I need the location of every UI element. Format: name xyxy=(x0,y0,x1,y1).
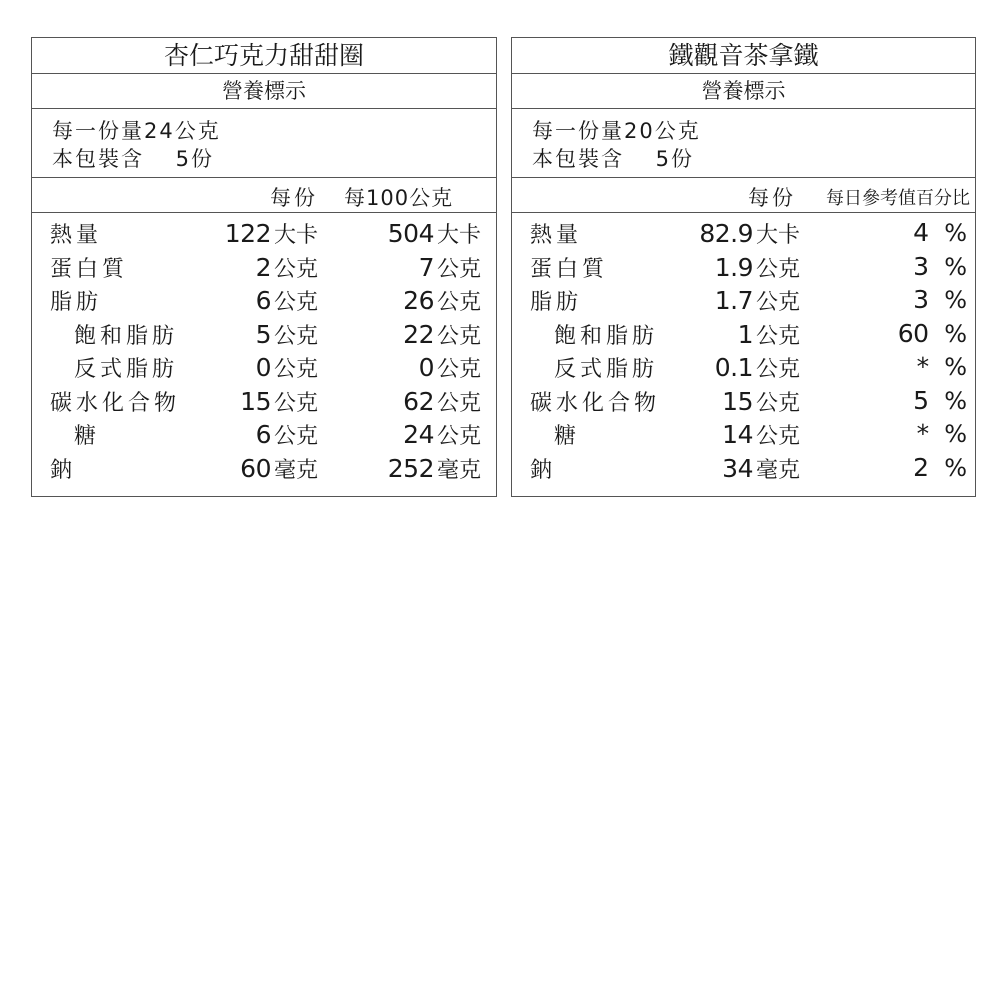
daily-value-number: 3 xyxy=(913,251,929,281)
per-serving-value xyxy=(256,419,318,450)
per-serving-unit: 公克 xyxy=(755,390,800,416)
per-serving-value xyxy=(240,453,318,484)
daily-value xyxy=(917,352,967,381)
percent-sign: % xyxy=(936,453,967,482)
per-100g-unit: 公克 xyxy=(436,390,481,416)
per-100g-value xyxy=(403,419,481,450)
nutrient-name: 碳水化合物 xyxy=(50,390,181,416)
per-serving-value xyxy=(715,285,800,316)
per-serving-value xyxy=(722,419,800,450)
daily-value-number: * xyxy=(916,419,929,448)
percent-sign: % xyxy=(936,386,967,415)
nutrient-row xyxy=(32,419,496,452)
nutrient-row xyxy=(32,218,496,251)
per-serving-value xyxy=(738,319,800,350)
per-100g-value xyxy=(419,252,481,283)
nutrient-row xyxy=(512,218,975,251)
nutrition-label-almond-donut xyxy=(31,37,497,497)
per-serving-number: 15 xyxy=(722,386,753,416)
daily-value xyxy=(913,252,967,281)
per-serving-value xyxy=(256,352,318,383)
daily-value xyxy=(917,419,967,448)
nutrient-name: 脂肪 xyxy=(50,290,103,315)
per-100g-unit: 公克 xyxy=(436,323,481,349)
nutrient-name: 碳水化合物 xyxy=(530,390,661,416)
nutrient-name: 熱量 xyxy=(530,223,583,248)
per-serving-unit: 公克 xyxy=(273,323,318,349)
per-serving-number: 0 xyxy=(255,353,271,382)
daily-value xyxy=(913,218,967,247)
serving-info xyxy=(512,109,975,178)
nutrient-name: 蛋白質 xyxy=(50,256,129,282)
per-100g-unit: 公克 xyxy=(436,357,481,382)
per-100g-unit: 公克 xyxy=(436,424,481,449)
per-100g-number: 24 xyxy=(403,420,434,449)
per-100g-number: 7 xyxy=(418,252,434,282)
per-serving-value xyxy=(715,252,800,283)
servings-per-package: 本包裝含 5份 xyxy=(532,147,695,171)
per-100g-number: 62 xyxy=(403,386,434,416)
per-100g-number: 504 xyxy=(387,219,434,248)
per-serving-value xyxy=(240,386,318,417)
nutrient-row xyxy=(32,319,496,352)
product-name: 杏仁巧克力甜甜圈 xyxy=(32,38,496,74)
daily-value-number: * xyxy=(916,352,929,381)
daily-value xyxy=(898,319,967,348)
nutrient-name: 反式脂肪 xyxy=(554,357,659,382)
per-100g-value xyxy=(388,453,481,484)
percent-sign: % xyxy=(936,319,967,348)
per-serving-number: 122 xyxy=(224,219,271,248)
per-serving-unit: 公克 xyxy=(273,357,318,382)
nutrient-row xyxy=(32,453,496,486)
per-serving-unit: 公克 xyxy=(273,256,318,282)
serving-size: 每一份量20公克 xyxy=(532,119,701,143)
per-serving-unit: 公克 xyxy=(273,290,318,315)
section-title: 營養標示 xyxy=(512,74,975,109)
nutrient-table xyxy=(32,213,496,497)
nutrient-row xyxy=(32,352,496,385)
per-serving-unit: 公克 xyxy=(755,323,800,349)
servings-per-package: 本包裝含 5份 xyxy=(52,147,215,171)
nutrient-row xyxy=(512,319,975,352)
nutrient-row xyxy=(512,352,975,385)
nutrient-name: 糖 xyxy=(74,424,101,449)
nutrient-name: 反式脂肪 xyxy=(74,357,179,382)
nutrient-name: 鈉 xyxy=(530,457,557,483)
per-serving-number: 60 xyxy=(240,453,271,483)
column-header xyxy=(512,178,975,213)
per-serving-unit: 公克 xyxy=(273,424,318,449)
percent-sign: % xyxy=(936,420,967,448)
per-serving-value xyxy=(715,352,800,383)
per-serving-value xyxy=(256,319,318,350)
daily-value-number: 4 xyxy=(913,218,929,247)
per-serving-value xyxy=(256,285,318,316)
nutrient-row xyxy=(512,453,975,486)
nutrient-name: 鈉 xyxy=(50,457,77,483)
daily-value xyxy=(913,386,967,415)
nutrient-row xyxy=(32,252,496,285)
per-serving-number: 2 xyxy=(255,252,271,282)
per-serving-number: 1 xyxy=(737,319,753,349)
daily-value xyxy=(913,285,967,314)
nutrient-name: 飽和脂肪 xyxy=(554,323,659,349)
nutrient-name: 脂肪 xyxy=(530,290,583,315)
per-100g-value xyxy=(388,218,481,249)
per-100g-unit: 毫克 xyxy=(436,457,481,483)
nutrient-name: 糖 xyxy=(554,424,581,449)
per-serving-unit: 公克 xyxy=(755,256,800,282)
nutrient-row xyxy=(32,386,496,419)
per-100g-value xyxy=(419,352,481,383)
percent-sign: % xyxy=(936,252,967,281)
per-serving-number: 1.9 xyxy=(714,252,753,282)
per-serving-unit: 公克 xyxy=(755,290,800,315)
nutrient-name: 熱量 xyxy=(50,223,103,248)
section-title: 營養標示 xyxy=(32,74,496,109)
column-header xyxy=(32,178,496,213)
per-serving-number: 0.1 xyxy=(714,353,753,382)
per-serving-number: 5 xyxy=(255,319,271,349)
per-100g-value xyxy=(403,386,481,417)
nutrient-name: 飽和脂肪 xyxy=(74,323,179,349)
per-100g-number: 22 xyxy=(403,319,434,349)
per-serving-number: 6 xyxy=(255,286,271,315)
per-serving-value xyxy=(699,218,800,249)
per-serving-unit: 大卡 xyxy=(755,223,800,248)
percent-sign: % xyxy=(936,286,967,314)
per-serving-unit: 公克 xyxy=(755,357,800,382)
col-header-per-100g: 每100公克 xyxy=(344,186,454,210)
per-100g-unit: 公克 xyxy=(436,256,481,282)
per-serving-number: 6 xyxy=(255,420,271,449)
nutrient-row xyxy=(512,419,975,452)
serving-info xyxy=(32,109,496,178)
daily-value-number: 5 xyxy=(913,385,929,415)
per-100g-unit: 公克 xyxy=(436,290,481,315)
per-100g-value xyxy=(403,319,481,350)
nutrient-row xyxy=(32,285,496,318)
per-serving-value xyxy=(722,386,800,417)
percent-sign: % xyxy=(936,353,967,381)
daily-value-number: 2 xyxy=(913,452,929,482)
nutrient-table xyxy=(512,213,975,497)
per-serving-unit: 毫克 xyxy=(755,457,800,483)
per-serving-number: 1.7 xyxy=(714,286,753,315)
per-serving-value xyxy=(225,218,318,249)
per-serving-unit: 毫克 xyxy=(273,457,318,483)
col-header-per-serving: 每份 xyxy=(270,186,318,210)
serving-size: 每一份量24公克 xyxy=(52,119,221,143)
per-100g-number: 0 xyxy=(418,353,434,382)
per-serving-number: 14 xyxy=(722,420,753,449)
per-serving-value xyxy=(722,453,800,484)
per-100g-unit: 大卡 xyxy=(436,223,481,248)
nutrition-label-tieguanyin-latte xyxy=(511,37,976,497)
per-100g-number: 252 xyxy=(387,453,434,483)
daily-value-number: 60 xyxy=(897,318,929,348)
daily-value xyxy=(913,453,967,482)
per-100g-value xyxy=(403,285,481,316)
nutrient-row xyxy=(512,386,975,419)
per-serving-number: 82.9 xyxy=(699,219,753,248)
col-header-daily-value: 每日參考值百分比 xyxy=(826,188,970,209)
percent-sign: % xyxy=(936,219,967,247)
per-serving-unit: 公克 xyxy=(273,390,318,416)
nutrient-row xyxy=(512,285,975,318)
per-serving-value xyxy=(256,252,318,283)
col-header-per-serving: 每份 xyxy=(748,186,796,210)
product-name: 鐵觀音茶拿鐵 xyxy=(512,38,975,74)
per-100g-number: 26 xyxy=(403,286,434,315)
nutrient-name: 蛋白質 xyxy=(530,256,609,282)
per-serving-unit: 公克 xyxy=(755,424,800,449)
per-serving-number: 15 xyxy=(240,386,271,416)
nutrient-row xyxy=(512,252,975,285)
daily-value-number: 3 xyxy=(913,285,929,314)
per-serving-unit: 大卡 xyxy=(273,223,318,248)
per-serving-number: 34 xyxy=(722,453,753,483)
